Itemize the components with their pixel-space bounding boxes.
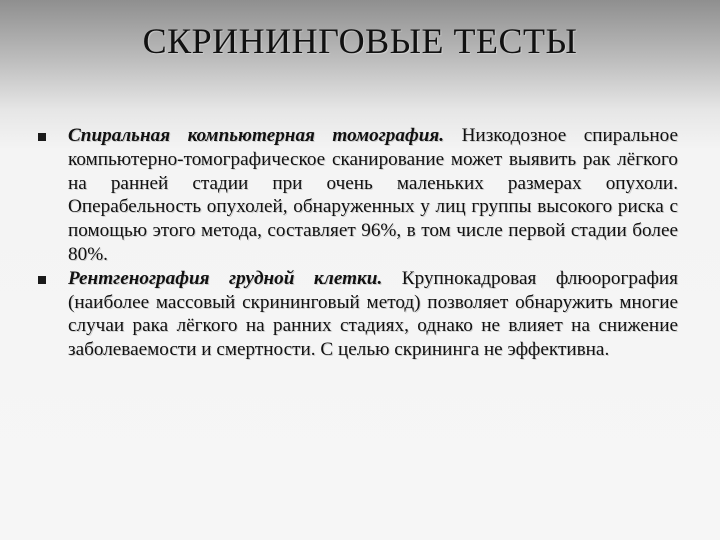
bullet-body: Низкодозное спиральное компьютерно-томографическое сканирование может выявить рак лёгкого на ранней стадии при очень маленьких размерах опухоли. Операбельность опухолей, обнаруженных у лиц группы высокого риска с помощью этого метода, составляет 96%, в том числе первой стадии более 80%. [68, 125, 678, 265]
square-bullet-icon [38, 276, 46, 284]
slide-title: СКРИНИНГОВЫЕ ТЕСТЫ [142, 21, 578, 61]
bullet-text [68, 267, 678, 362]
square-bullet-icon [38, 133, 46, 141]
bullet-item [38, 267, 678, 362]
bullet-text [68, 124, 678, 267]
bullet-item [38, 124, 678, 267]
bullet-heading: Спиральная компьютерная томография. [68, 125, 445, 146]
bullet-body: Крупнокадровая флюорография (наиболее массовый скрининговый метод) позволяет обнаружить многие случаи рака лёгкого на ранних стадиях, однако не влияет на снижение заболеваемости и смертности. С целью скрининга не эффективна. [68, 267, 678, 361]
bullet-list [38, 124, 678, 362]
bullet-heading: Рентгенография грудной клетки. [68, 267, 383, 289]
